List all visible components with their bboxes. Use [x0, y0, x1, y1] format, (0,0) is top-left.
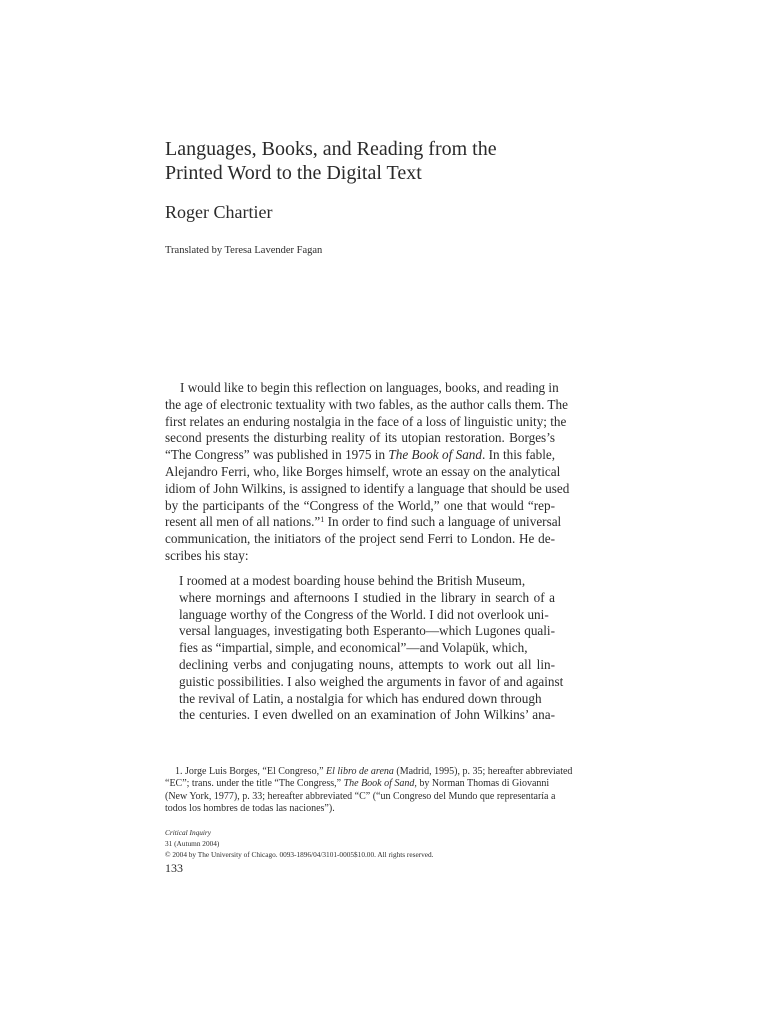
- translator-credit: Translated by Teresa Lavender Fagan: [165, 245, 323, 256]
- footnote-1-start: 1. Jorge Luis Borges, “El Congreso,”: [175, 766, 324, 777]
- body-paragraph: [165, 380, 570, 565]
- block-quote: [179, 573, 564, 724]
- body-line-9-end: In order to find such a language of universal: [324, 514, 562, 530]
- body-line-3: first relates an enduring nostalgia in the face of a loss of linguistic unity; the: [165, 413, 567, 429]
- body-line-2: the age of electronic textuality with two fables, as the author calls them. The: [165, 396, 568, 412]
- footnotes: [165, 766, 573, 816]
- footnote-line-1: [165, 766, 573, 778]
- footnote-marker[interactable]: 1: [320, 515, 325, 525]
- body-line-8: by the participants of the “Congress of the World,” one that would “rep-: [165, 497, 555, 513]
- article-page: [165, 0, 573, 1024]
- footnote-line-3: (New York, 1977), p. 33; hereafter abbreviated “C” (“un Congreso del Mundo que representaría a: [165, 790, 556, 802]
- body-line-11: scribes his stay:: [165, 547, 249, 563]
- footnote-2-end: by Norman Thomas di Giovanni: [419, 778, 550, 790]
- footnote-1-end: (Madrid, 1995), p. 35; hereafter abbreviated: [396, 766, 573, 777]
- copyright-line: © 2004 by The University of Chicago. 0093-1896/04/3101-0005$10.00. All rights reserved.: [165, 850, 434, 859]
- body-line-6: Alejandro Ferri, who, like Borges himself, wrote an essay on the analytical: [165, 463, 561, 479]
- page-number: 133: [165, 861, 183, 875]
- article-author: Roger Chartier: [165, 202, 273, 222]
- body-line-7: idiom of John Wilkins, is assigned to identify a language that should be used: [165, 480, 570, 496]
- book-title-italic: The Book of Sand: [388, 447, 482, 463]
- title-line-1: Languages, Books, and Reading from the: [165, 138, 497, 160]
- body-line-1: I would like to begin this reflection on languages, books, and reading in: [180, 380, 559, 395]
- body-line-5-end: . In this fable,: [481, 447, 556, 463]
- body-line-9: [165, 514, 562, 531]
- body-line-4: second presents the disturbing reality of its utopian restoration. Borges’s: [165, 430, 555, 446]
- quote-line-6: declining verbs and conjugating nouns, attempts to work out all lin-: [179, 656, 555, 672]
- body-line-5: [165, 447, 555, 464]
- quote-line-8: the revival of Latin, a nostalgia for which has endured down through: [179, 690, 542, 706]
- journal-citation: [165, 827, 565, 849]
- footnote-2-italic: The Book of Sand,: [343, 778, 417, 790]
- quote-line-9: the centuries. I even dwelled on an examination of John Wilkins’ ana-: [179, 707, 555, 723]
- footnote-2-start: “EC”; trans. under the title “The Congress,”: [165, 778, 342, 790]
- quote-line-2: where mornings and afternoons I studied in the library in search of a: [179, 589, 555, 605]
- quote-line-5: fies as “impartial, simple, and economical”—and Volapük, which,: [179, 640, 528, 656]
- quote-line-7: guistic possibilities. I also weighed the arguments in favor of and against: [179, 673, 564, 689]
- article-title: [165, 137, 565, 185]
- body-line-5-start: “The Congress” was published in 1975 in: [165, 447, 386, 463]
- quote-line-3: language worthy of the Congress of the World. I did not overlook uni-: [179, 606, 549, 622]
- body-line-9-start: resent all men of all nations.”: [165, 514, 321, 530]
- body-line-10: communication, the initiators of the project send Ferri to London. He de-: [165, 531, 555, 547]
- journal-volume: 31 (Autumn 2004): [165, 839, 220, 848]
- quote-line-1: I roomed at a modest boarding house behind the British Museum,: [179, 573, 526, 588]
- journal-name: Critical Inquiry: [165, 828, 212, 837]
- quote-line-4: versal languages, investigating both Esperanto—which Lugones quali-: [179, 623, 555, 639]
- footnote-1-italic: El libro de arena: [326, 766, 394, 777]
- footnote-line-2: [165, 778, 557, 790]
- title-line-2: Printed Word to the Digital Text: [165, 162, 422, 184]
- journal-imprint: [165, 827, 565, 860]
- footnote-line-4: todos los hombres de todas las naciones”).: [165, 803, 335, 815]
